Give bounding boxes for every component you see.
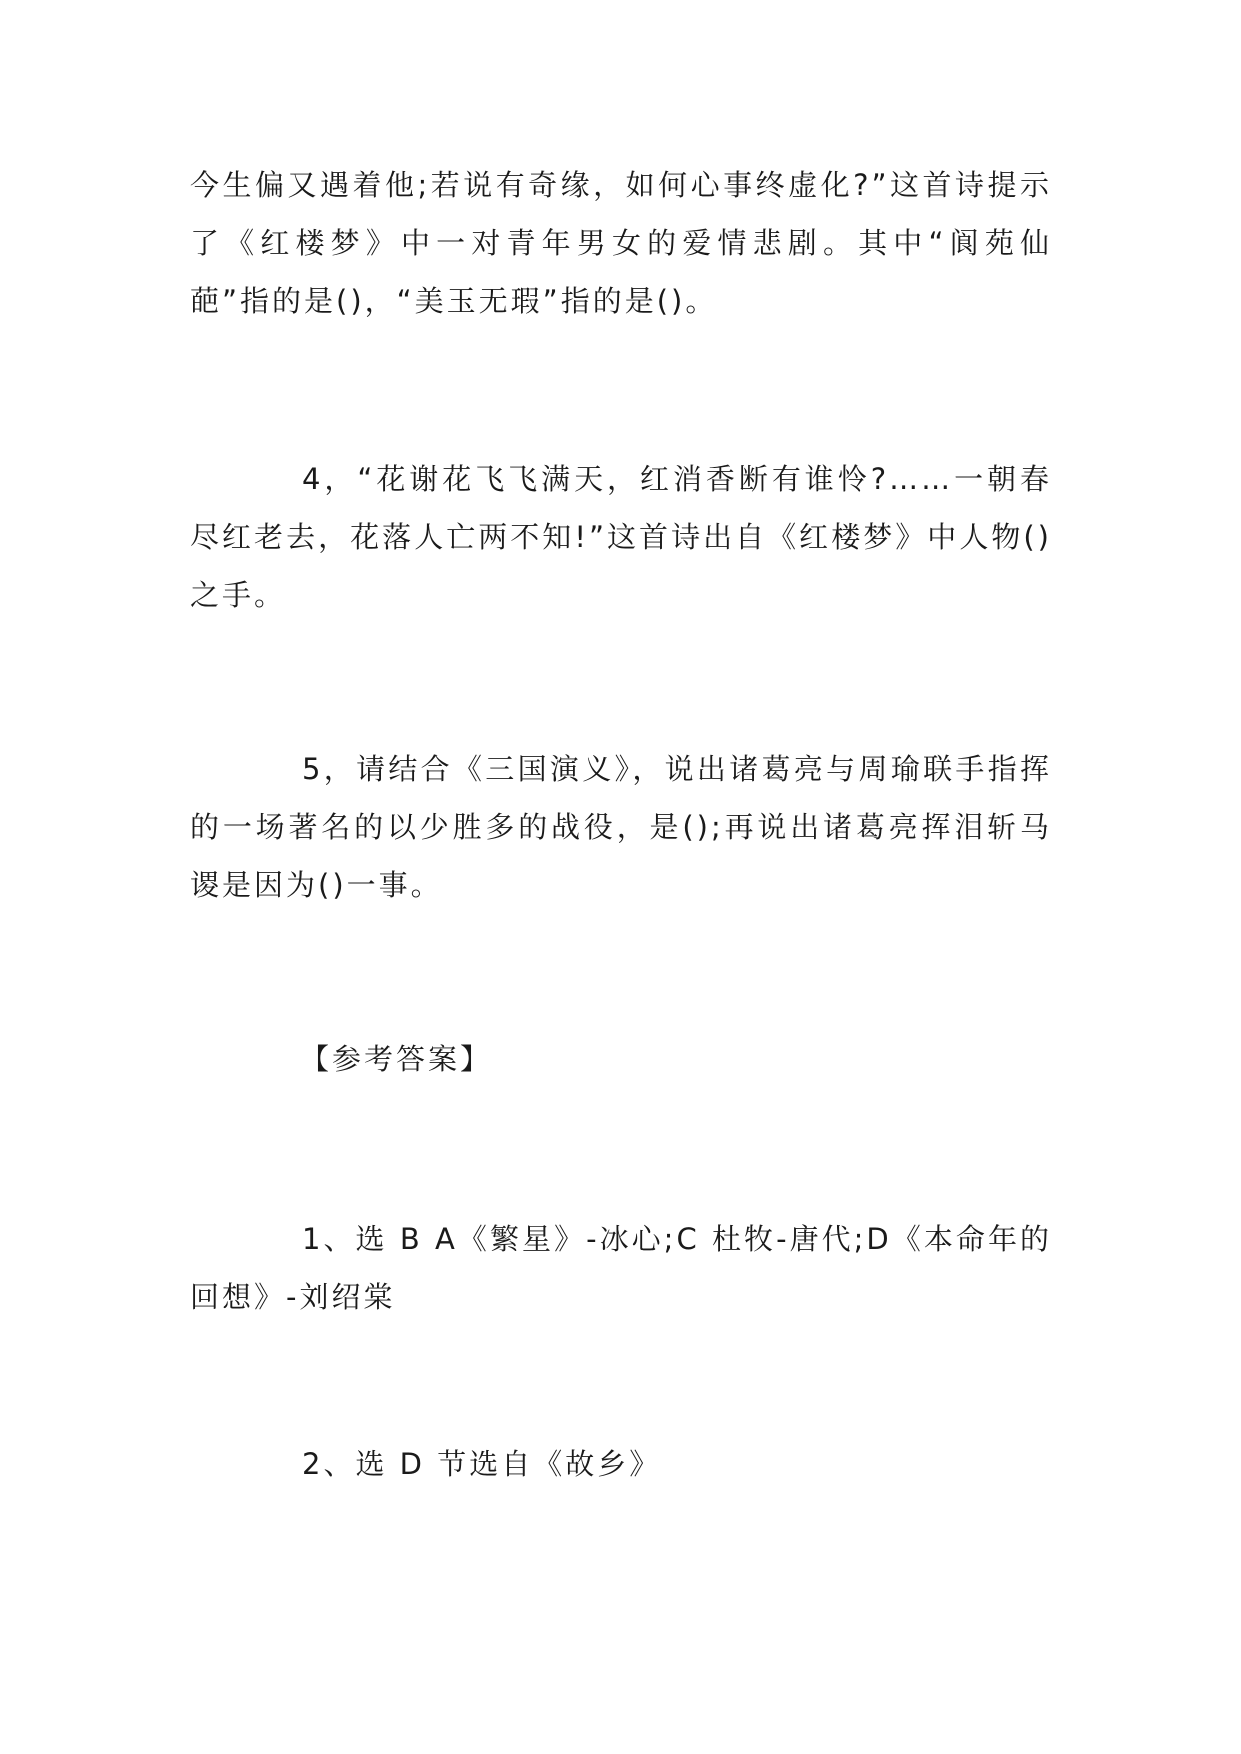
answer-2: 2、选 D 节选自《故乡》 <box>302 1447 662 1481</box>
answer-key-heading: 【参考答案】 <box>300 1042 493 1076</box>
paragraph-poem-continuation: 今生偏又遇着他;若说有奇缘，如何心事终虚化?”这首诗提示了《红楼梦》中一对青年男女的爱情悲剧。其中“阆苑仙葩”指的是()，“美玉无瑕”指的是()。 <box>190 168 1052 318</box>
answer-1: 1、选 B A《繁星》-冰心;C 杜牧-唐代;D《本命年的回想》-刘绍棠 <box>190 1222 1052 1314</box>
question-5: 5，请结合《三国演义》，说出诸葛亮与周瑜联手指挥的一场著名的以少胜多的战役，是();再说出诸葛亮挥泪斩马谡是因为()一事。 <box>190 752 1052 902</box>
question-4: 4，“花谢花飞飞满天，红消香断有谁怜?……一朝春尽红老去，花落人亡两不知!”这首诗出自《红楼梦》中人物()之手。 <box>190 462 1052 612</box>
